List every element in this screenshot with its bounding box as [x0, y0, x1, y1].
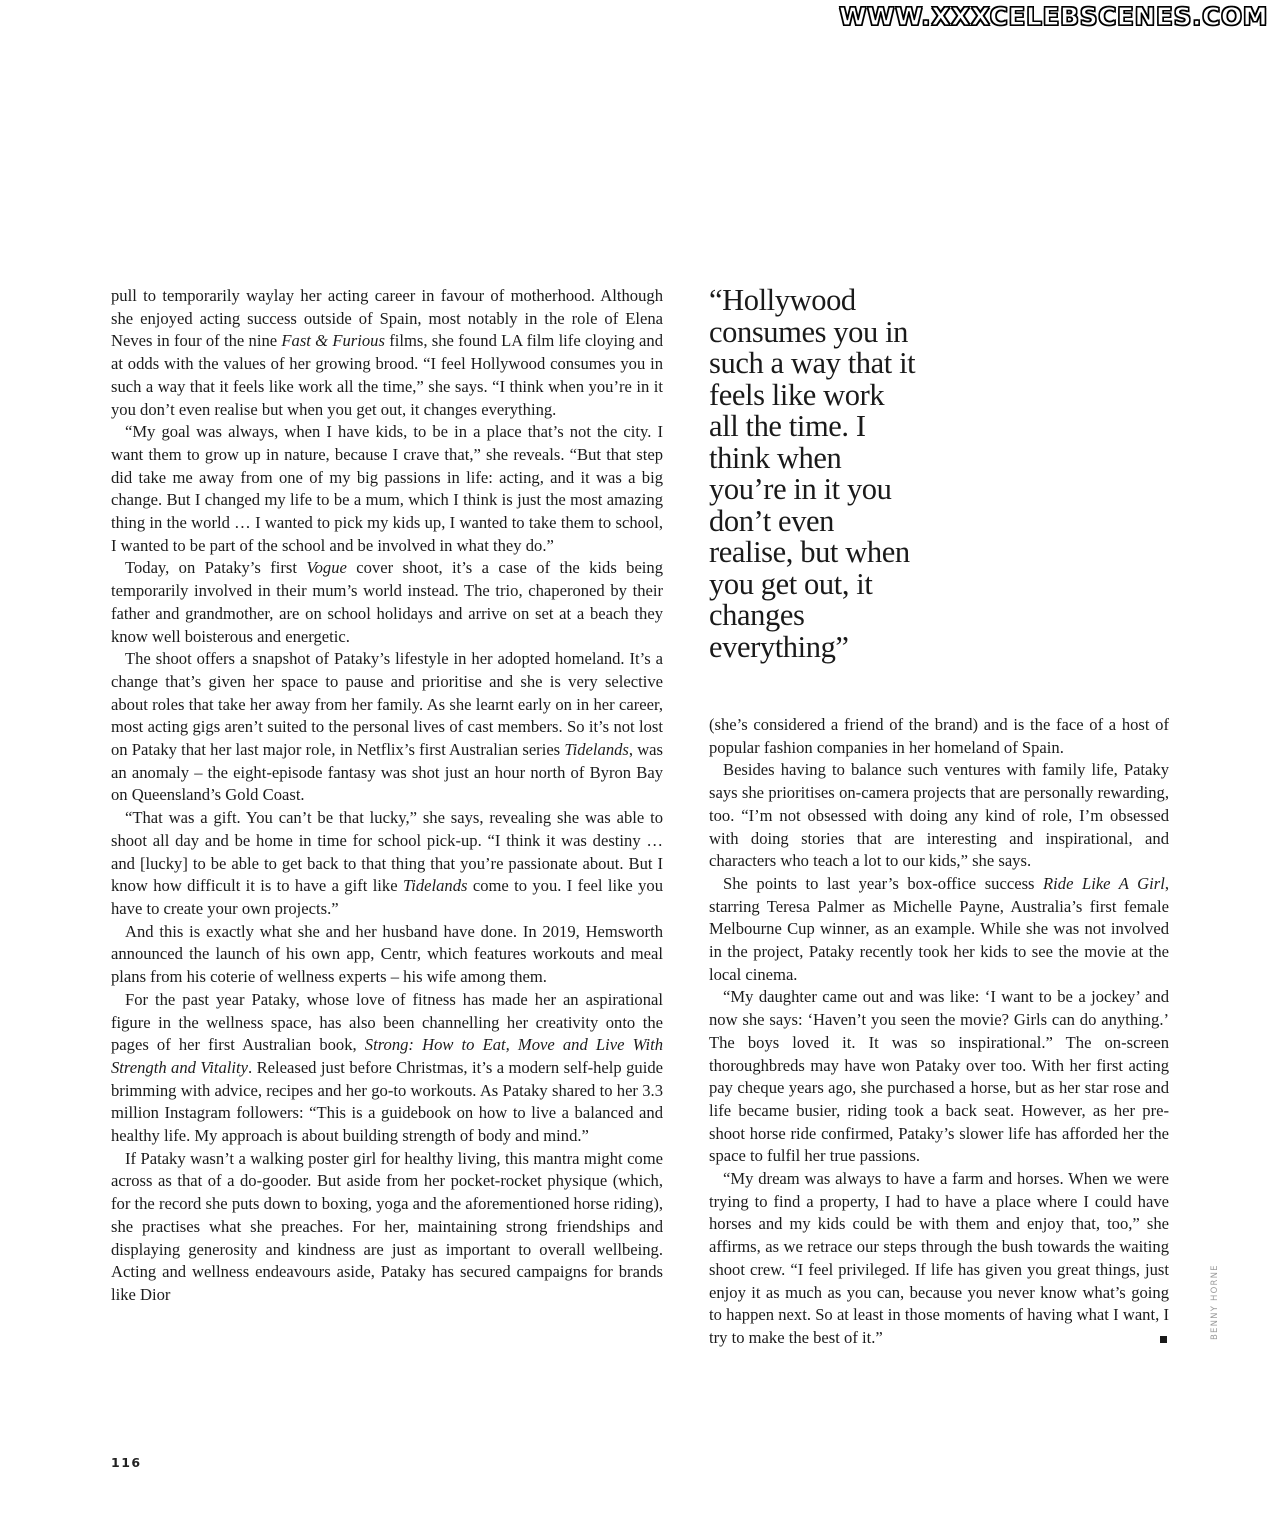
italic-title: Strong: How to Eat, Move and Live With Strength and Vitality — [111, 1035, 663, 1077]
text-run: “My goal was always, when I have kids, to be in a place that’s not the city. I want them to grow up in nature, because I crave that,” she reveals. “But that step did take me away from one of my big passions in life: acting, and it was a big change. But I changed my life to be a mum, which I think is just the most amazing thing in the world … I wanted to pick my kids up, I wanted to take them to school, I wanted to be part of the school and be involved in what they do.” — [111, 422, 663, 555]
text-run: Today, on Pataky’s first — [125, 558, 307, 578]
text-run: For the past year Pataky, whose love of fitness has made her an aspirational figure in the wellness space, has also been channelling her creativity onto the pages of her first Australian book, — [111, 989, 663, 1055]
paragraph — [111, 285, 663, 421]
paragraph — [709, 714, 1169, 759]
text-run: . Released just before Christmas, it’s a modern self-help guide brimming with advice, recipes and her go-to workouts. As Pataky shared to her 3.3 million Instagram followers: “This is a guidebook on how to live a balanced and healthy life. My approach is about building strength of body and mind.” — [111, 1057, 664, 1146]
text-run: pull to temporarily waylay her acting career in favour of motherhood. Although she enjoyed acting success outside of Spain, most notably in the role of Elena Neves in four of the nine — [111, 286, 663, 351]
paragraph — [709, 873, 1169, 987]
paragraph — [111, 807, 663, 921]
photo-credit: BENNY HORNE — [1210, 1264, 1220, 1340]
text-run: “My daughter came out and was like: ‘I want to be a jockey’ and now she says: ‘Haven’t you seen the movie? Girls can do anything.’ The boys loved it. It was so inspirational.” The on-screen thoroughbreds may have won Pataky over too. With her first acting pay cheque years ago, she purchased a horse, but as her star rose and life became busier, riding took a back seat. However, as her pre-shoot horse ride confirmed, Pataky’s slower life has afforded her the space to fulfil her true passions. — [709, 987, 1169, 1166]
italic-title: Fast & Furious — [281, 331, 385, 351]
italic-title: Tidelands — [402, 876, 468, 896]
text-run: “My dream was always to have a farm and horses. When we were trying to find a property, I had to have a place where I could have horses and my kids could be with them and enjoy that, too,” she affirms, as we retrace our steps through the bush towards the waiting shoot crew. “I feel privileged. If life has given you great things, just enjoy it as much as you can, because you never know what’s going to happen next. So at least in those moments of having what I want, I try to make the best of it.” — [709, 1169, 1169, 1347]
paragraph — [709, 1168, 1169, 1350]
end-of-article-mark — [1160, 1336, 1167, 1343]
text-run: films, she found LA film life cloying and at odds with the values of her growing brood. “I feel Hollywood consumes you in such a way that it feels like work all the time,” she says. “I think when you’re in it you don’t even realise but when you get out, it changes everything. — [111, 331, 663, 419]
pull-quote: “Hollywood consumes you in such a way that it feels like work all the time. I think when you’re in it you don’t even realise, but when you get out, it changes everything” — [709, 283, 916, 664]
text-run: If Pataky wasn’t a walking poster girl for healthy living, this mantra might come across as that of a do-gooder. But aside from her pocket-rocket physique (which, for the record she puts down to boxing, yoga and the aforementioned horse riding), she practises what she preaches. For her, maintaining strong friendships and displaying generosity and kindness are just as important to overall wellbeing. Acting and wellness endeavours aside, Pataky has secured campaigns for brands like Dior — [111, 1148, 663, 1304]
article-left-column — [111, 285, 663, 1307]
text-run: The shoot offers a snapshot of Pataky’s lifestyle in her adopted homeland. It’s a change that’s given her space to pause and prioritise and she is very selective about roles that take her away from her family. As she learnt early on in her career, most acting gigs aren’t suited to the personal lives of cast members. So it’s not lost on Pataky that her last major role, in Netflix’s first Australian series — [111, 649, 663, 760]
article-right-column — [709, 714, 1169, 1350]
paragraph — [111, 989, 663, 1148]
text-run: come to you. I feel like you have to create your own projects.” — [111, 876, 663, 918]
text-run: , was an anomaly – the eight-episode fantasy was shot just an hour north of Byron Bay on Queensland’s Gold Coast. — [111, 740, 664, 805]
paragraph — [709, 759, 1169, 873]
paragraph — [111, 648, 663, 807]
paragraph — [111, 1148, 663, 1307]
text-run: “That was a gift. You can’t be that lucky,” she says, revealing she was able to shoot all day and be home in time for school pick-up. “I think it was destiny … and [lucky] to be able to get back to that thing that you’re passionate about. But I know how difficult it is to have a gift like — [111, 808, 663, 896]
paragraph — [111, 921, 663, 989]
paragraph — [111, 421, 663, 557]
text-run: She points to last year’s box-office success — [723, 873, 1044, 893]
text-run: cover shoot, it’s a case of the kids being temporarily involved in their mum’s world instead. The trio, chaperoned by their father and grandmother, are on school holidays and arrive on set at a beach they know well boisterous and energetic. — [111, 558, 664, 646]
text-run: (she’s considered a friend of the brand) and is the face of a host of popular fashion companies in her homeland of Spain. — [709, 715, 1169, 757]
italic-title: Vogue — [306, 558, 347, 578]
italic-title: Ride Like A Girl — [1043, 873, 1165, 893]
text-run: And this is exactly what she and her husband have done. In 2019, Hemsworth announced the launch of his own app, Centr, which features workouts and meal plans from his coterie of wellness experts – his wife among them. — [111, 921, 663, 987]
paragraph — [709, 986, 1169, 1168]
page-number: 116 — [111, 1455, 142, 1470]
watermark: WWW.XXXCELEBSCENES.COM — [838, 2, 1268, 31]
paragraph — [111, 557, 663, 648]
italic-title: Tidelands — [564, 740, 629, 760]
text-run: Besides having to balance such ventures with family life, Pataky says she prioritises on-camera projects that are personally rewarding, too. “I’m not obsessed with doing any kind of role, I’m obsessed with doing stories that are interesting and inspirational, and characters who teach a lot to our kids,” she says. — [709, 760, 1169, 871]
text-run: , starring Teresa Palmer as Michelle Payne, Australia’s first female Melbourne Cup winner, as an example. While she was not involved in the project, Pataky recently took her kids to see the movie at the local cinema. — [709, 873, 1169, 984]
